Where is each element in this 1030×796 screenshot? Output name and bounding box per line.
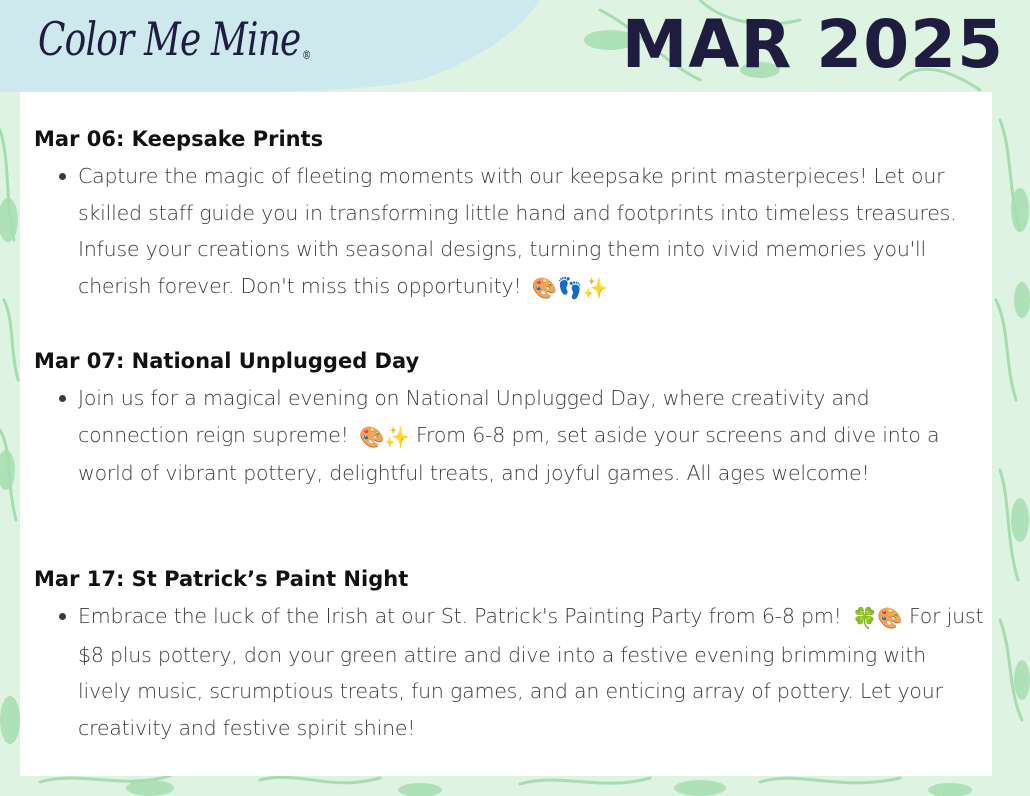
event-description xyxy=(34,380,984,492)
palette-sparkles-emoji-icon: 🎨✨ xyxy=(358,424,410,449)
shamrock-palette-emoji-icon: 🍀🎨 xyxy=(851,606,903,630)
event-description xyxy=(34,158,984,306)
brand-logo-text: Color Me Mine xyxy=(38,12,301,66)
palette-footprints-sparkles-emoji-icon: 🎨👣✨ xyxy=(531,275,608,300)
bullet-dot xyxy=(59,395,66,402)
registered-mark: ® xyxy=(302,48,311,62)
month-title: MAR 2025 xyxy=(621,6,1004,83)
events-panel xyxy=(20,92,992,776)
brand-logo xyxy=(38,4,311,74)
event-description-text-part1: Join us for a magical evening on National Unplugged Day, where creativity and connection reign supreme! xyxy=(78,386,870,447)
event-item xyxy=(34,564,984,746)
event-description-text-part2: For just $8 plus pottery, don your green attire and dive into a festive evening brimming with lively music, scrumptious treats, fun games, and an enticing array of pottery. Let your creativity and festive spirit shine! xyxy=(78,604,984,740)
bullet-dot xyxy=(59,173,66,180)
event-title: Mar 07: National Unplugged Day xyxy=(34,349,420,373)
event-item xyxy=(34,124,984,306)
event-title: Mar 06: Keepsake Prints xyxy=(34,127,324,151)
bullet-dot xyxy=(59,613,66,620)
event-description-text-part1: Embrace the luck of the Irish at our St. Patrick's Painting Party from 6-8 pm! xyxy=(78,604,842,628)
event-description-text: Capture the magic of fleeting moments with our keepsake print masterpieces! Let our skilled staff guide you in transforming little hand and footprints into timeless treasures. Infuse your creations with seasonal designs, turning them into vivid memories you'll cherish forever. Don't miss this opportunity! xyxy=(78,164,957,298)
event-description-text-part2: From 6-8 pm, set aside your screens and dive into a world of vibrant pottery, delightful treats, and joyful games. All ages welcome! xyxy=(78,422,940,485)
event-title: Mar 17: St Patrick’s Paint Night xyxy=(34,567,409,591)
event-description xyxy=(34,598,984,746)
event-item xyxy=(34,346,984,492)
